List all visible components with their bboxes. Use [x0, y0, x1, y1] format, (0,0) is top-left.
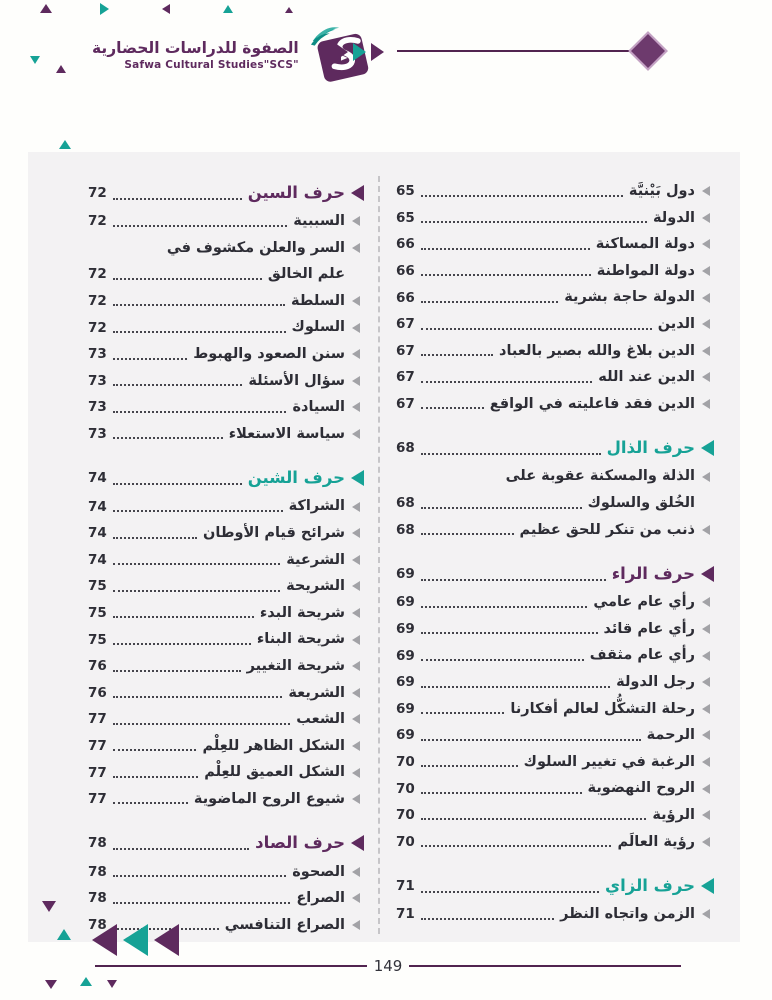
entry-marker-icon — [702, 651, 710, 661]
footer-rule — [95, 965, 367, 967]
toc-leader-dots — [113, 331, 286, 333]
toc-entry-page: 68 — [396, 440, 415, 457]
toc-entry-page: 69 — [396, 727, 415, 744]
toc-entry-page: 68 — [396, 495, 415, 512]
toc-entry-page: 65 — [396, 183, 415, 200]
section-title: حرف السين — [247, 182, 345, 202]
toc-entry-page: 75 — [88, 605, 107, 622]
toc-leader-dots — [113, 437, 223, 439]
entry-marker-icon — [702, 784, 710, 794]
toc-section-header — [88, 828, 360, 858]
toc-entry-page: 70 — [396, 833, 415, 850]
toc-entry-page: 74 — [88, 470, 107, 487]
toc-entry — [88, 653, 360, 680]
toc-entry — [396, 749, 710, 776]
toc-entry — [88, 573, 360, 600]
toc-entry-page: 66 — [396, 263, 415, 280]
toc-entry-title: الروح النهضوية — [587, 780, 695, 797]
toc-entry-title: شريحة التغيير — [246, 657, 345, 674]
entry-marker-icon — [702, 704, 710, 714]
entry-marker-icon — [702, 597, 710, 607]
toc-entry-page: 72 — [88, 293, 107, 310]
entry-marker-icon — [352, 296, 360, 306]
toc-entry-title: دول بَيْنيَّة — [628, 183, 695, 200]
toc-leader-dots — [421, 195, 623, 197]
toc-entry-page: 74 — [88, 525, 107, 542]
entry-marker-icon — [352, 528, 360, 538]
toc-entry — [396, 205, 710, 232]
toc-entry-page: 67 — [396, 342, 415, 359]
toc-entry-page: 71 — [396, 878, 415, 895]
toc-entry-page: 70 — [396, 780, 415, 797]
toc-leader-dots — [421, 381, 592, 383]
entry-marker-icon — [702, 810, 710, 820]
toc-entry-page: 68 — [396, 521, 415, 538]
header-rule — [397, 50, 629, 52]
toc-leader-dots — [421, 354, 493, 356]
toc-entry-page: 72 — [88, 266, 107, 283]
toc-leader-dots — [113, 304, 285, 306]
toc-entry-title: الصحوة — [292, 863, 345, 880]
decor-triangle-up-icon — [285, 7, 293, 13]
toc-entry-title: الشعب — [296, 711, 345, 728]
entry-marker-icon — [352, 502, 360, 512]
section-marker-icon — [701, 566, 714, 582]
toc-entry-page: 78 — [88, 835, 107, 852]
toc-entry — [88, 493, 360, 520]
toc-entry-title: الدين فقد فاعليته في الواقع — [489, 395, 695, 412]
toc-entry-page: 73 — [88, 346, 107, 363]
decor-triangle-down-icon — [30, 56, 40, 64]
toc-leader-dots — [113, 537, 197, 539]
entry-marker-icon — [702, 730, 710, 740]
toc-entry-title: شرائح قيام الأوطان — [203, 524, 345, 541]
toc-entry-title: السببية — [293, 213, 345, 230]
entry-marker-icon — [702, 909, 710, 919]
entry-marker-icon — [702, 472, 710, 482]
decor-triangle-up-icon — [57, 929, 71, 940]
toc-entry — [396, 722, 710, 749]
toc-entry-title: الصراع التنافسي — [224, 916, 345, 933]
decor-triangle-up-icon — [80, 977, 92, 986]
toc-entry — [88, 733, 360, 760]
toc-entry-title: الرغبة في تغيير السلوك — [523, 753, 695, 770]
toc-entry — [88, 394, 360, 421]
toc-leader-dots — [113, 848, 249, 850]
toc-leader-dots — [113, 696, 283, 698]
toc-entry — [396, 258, 710, 285]
toc-leader-dots — [421, 686, 610, 688]
toc-entry — [88, 626, 360, 653]
entry-marker-icon — [702, 346, 710, 356]
entry-marker-icon — [702, 266, 710, 276]
toc-entry — [88, 680, 360, 707]
toc-entry-page: 69 — [396, 566, 415, 583]
toc-entry-title: رؤية العالَم — [617, 833, 695, 850]
toc-entry-title: الدين بلاغ والله بصير بالعباد — [499, 342, 695, 359]
entry-marker-icon — [352, 243, 360, 253]
toc-entry-title: السلطة — [290, 292, 345, 309]
toc-column-left — [88, 178, 360, 938]
toc-entry — [396, 696, 710, 723]
entry-marker-icon — [352, 608, 360, 618]
toc-entry-title: الشريعة — [288, 684, 345, 701]
toc-entry — [396, 589, 710, 616]
entry-marker-icon — [702, 372, 710, 382]
toc-entry-page: 67 — [396, 396, 415, 413]
toc-entry — [396, 364, 710, 391]
toc-entry-page: 77 — [88, 791, 107, 808]
toc-entry — [396, 490, 710, 517]
entry-marker-icon — [702, 757, 710, 767]
entry-marker-icon — [702, 677, 710, 687]
entry-marker-icon — [702, 293, 710, 303]
toc-entry-title: شريحة البناء — [256, 631, 345, 648]
toc-entry-page: 77 — [88, 737, 107, 754]
entry-marker-icon — [352, 920, 360, 930]
toc-leader-dots — [421, 765, 518, 767]
toc-entry — [396, 284, 710, 311]
toc-entry — [396, 802, 710, 829]
toc-entry — [396, 669, 710, 696]
toc-entry-page: 78 — [88, 890, 107, 907]
toc-entry-title: الخُلق والسلوك — [587, 494, 695, 511]
decor-triangle-left-icon — [162, 4, 170, 14]
toc-entry-title: رأي عام مثقف — [589, 647, 695, 664]
toc-entry-page: 69 — [396, 674, 415, 691]
toc-entry — [88, 208, 360, 235]
toc-entry-title: علم الخالق — [267, 266, 345, 283]
toc-entry-title: سؤال الأسئلة — [248, 372, 345, 389]
logo-subtitle: Safwa Cultural Studies"SCS" — [124, 58, 299, 71]
entry-marker-icon — [702, 624, 710, 634]
entry-marker-icon — [702, 399, 710, 409]
toc-leader-dots — [113, 590, 280, 592]
decor-triangle-right-icon — [100, 3, 109, 15]
decor-triangle-up-icon — [223, 5, 233, 13]
toc-entry — [396, 338, 710, 365]
toc-entry-page: 75 — [88, 631, 107, 648]
entry-marker-icon — [352, 216, 360, 226]
toc-leader-dots — [113, 616, 254, 618]
toc-entry — [396, 901, 710, 928]
page-footer — [95, 957, 681, 975]
toc-entry-page: 72 — [88, 185, 107, 201]
toc-entry-page: 74 — [88, 551, 107, 568]
toc-entry-title: الرحمة — [646, 727, 695, 744]
toc-entry — [88, 341, 360, 368]
toc-leader-dots — [421, 579, 606, 581]
toc-leader-dots — [421, 918, 554, 920]
toc-entry-page: 78 — [88, 863, 107, 880]
entry-marker-icon — [352, 768, 360, 778]
toc-entry — [396, 828, 710, 855]
entry-marker-icon — [352, 741, 360, 751]
toc-leader-dots — [421, 739, 641, 741]
toc-entry-title: السلوك — [291, 319, 345, 336]
toc-entry-title: سنن الصعود والهبوط — [193, 346, 345, 363]
section-marker-icon — [701, 878, 714, 894]
decor-arrow-left-icon — [154, 924, 179, 956]
decor-triangle-down-icon — [107, 980, 117, 988]
toc-entry-page: 73 — [88, 426, 107, 443]
section-title: حرف الشين — [247, 468, 345, 488]
section-marker-icon — [351, 185, 364, 201]
footer-rule — [409, 965, 681, 967]
toc-entry-title: دولة المساكنة — [595, 236, 695, 253]
toc-entry-title: السر والعلن مكشوف في — [166, 239, 345, 256]
toc-entry — [396, 642, 710, 669]
entry-marker-icon — [352, 376, 360, 386]
toc-entry — [88, 421, 360, 448]
toc-entry — [396, 178, 710, 205]
toc-leader-dots — [113, 749, 197, 751]
toc-leader-dots — [421, 221, 647, 223]
decor-triangle-down-icon — [42, 901, 56, 912]
decor-triangle-up-icon — [40, 4, 52, 13]
entry-marker-icon — [352, 714, 360, 724]
entry-marker-icon — [352, 581, 360, 591]
section-marker-icon — [351, 835, 364, 851]
toc-entry-page: 69 — [396, 700, 415, 717]
toc-leader-dots — [113, 510, 283, 512]
toc-leader-dots — [421, 632, 598, 634]
toc-leader-dots — [113, 802, 188, 804]
toc-entry-title: الرؤية — [652, 806, 695, 823]
toc-entry — [396, 231, 710, 258]
toc-section-header — [396, 559, 710, 589]
section-title: حرف الصاد — [255, 833, 345, 853]
toc-entry-title: الذلة والمسكنة عقوبة على — [505, 468, 695, 485]
toc-entry-page: 78 — [88, 916, 107, 933]
toc-entry-title: الدولة — [652, 209, 695, 226]
toc-entry-page: 72 — [88, 213, 107, 230]
toc-entry-page: 66 — [396, 289, 415, 306]
toc-leader-dots — [421, 328, 652, 330]
toc-entry — [88, 858, 360, 885]
toc-entry-title: الصراع — [296, 890, 345, 907]
toc-entry-page: 75 — [88, 578, 107, 595]
toc-entry-page: 65 — [396, 209, 415, 226]
decor-arrow-left-icon — [92, 924, 117, 956]
toc-entry-title: رجل الدولة — [616, 673, 695, 690]
toc-entry-title: رأي عام عامي — [593, 594, 695, 611]
toc-leader-dots — [113, 278, 262, 280]
toc-entry-title: شريحة البدء — [259, 604, 345, 621]
toc-entry — [88, 759, 360, 786]
toc-entry-page: 76 — [88, 684, 107, 701]
toc-leader-dots — [421, 818, 647, 820]
toc-entry — [88, 235, 360, 262]
toc-leader-dots — [113, 670, 241, 672]
toc-leader-dots — [113, 198, 242, 200]
toc-leader-dots — [113, 411, 287, 413]
toc-entry-page: 69 — [396, 594, 415, 611]
toc-entry — [88, 600, 360, 627]
toc-leader-dots — [421, 845, 612, 847]
entry-marker-icon — [702, 213, 710, 223]
toc-entry-title: سياسة الاستعلاء — [228, 425, 345, 442]
toc-entry-page: 69 — [396, 621, 415, 638]
section-title: حرف الذال — [606, 438, 695, 458]
toc-entry — [396, 311, 710, 338]
entry-marker-icon — [352, 429, 360, 439]
toc-entry — [396, 616, 710, 643]
toc-leader-dots — [113, 902, 291, 904]
decor-triangle-up-icon — [56, 65, 66, 73]
toc-leader-dots — [421, 891, 599, 893]
toc-entry — [88, 368, 360, 395]
toc-leader-dots — [421, 407, 484, 409]
entry-marker-icon — [702, 525, 710, 535]
entry-marker-icon — [702, 186, 710, 196]
section-title: حرف الزاي — [605, 875, 695, 895]
toc-entry-title: الشراكة — [288, 498, 345, 515]
toc-leader-dots — [421, 659, 584, 661]
entry-marker-icon — [352, 661, 360, 671]
entry-marker-icon — [352, 349, 360, 359]
toc-entry — [396, 391, 710, 418]
toc-section-header — [88, 178, 360, 208]
entry-marker-icon — [352, 794, 360, 804]
entry-marker-icon — [352, 555, 360, 565]
toc-entry — [88, 314, 360, 341]
entry-marker-icon — [352, 635, 360, 645]
toc-entry-page: 77 — [88, 764, 107, 781]
entry-marker-icon — [352, 402, 360, 412]
toc-entry-page: 77 — [88, 711, 107, 728]
toc-leader-dots — [113, 483, 242, 485]
entry-marker-icon — [352, 688, 360, 698]
toc-entry-title: الشكل الظاهر للعِلْم — [202, 737, 345, 754]
toc-leader-dots — [113, 563, 280, 565]
entry-marker-icon — [702, 319, 710, 329]
toc-entry-page: 66 — [396, 236, 415, 253]
toc-entry-title: الدين عند الله — [598, 369, 695, 386]
toc-leader-dots — [421, 248, 590, 250]
toc-entry-page: 69 — [396, 647, 415, 664]
toc-leader-dots — [113, 723, 290, 725]
toc-entry-title: ذنب من تنكر للحق عظيم — [519, 521, 695, 538]
toc-leader-dots — [421, 792, 582, 794]
toc-leader-dots — [421, 712, 505, 714]
toc-section-header — [88, 463, 360, 493]
toc-entry-title: رحلة التشكُّل لعالم أفكارنا — [510, 700, 695, 717]
toc-column-right — [396, 178, 710, 928]
toc-entry-page: 71 — [396, 906, 415, 923]
toc-entry — [396, 463, 710, 490]
toc-leader-dots — [113, 225, 287, 227]
toc-leader-dots — [421, 507, 582, 509]
page-number: 149 — [373, 957, 403, 975]
toc-entry-title: الشرعية — [286, 551, 345, 568]
toc-entry-title: الشكل العميق للعِلْم — [204, 764, 345, 781]
toc-entry-page: 72 — [88, 319, 107, 336]
entry-marker-icon — [702, 239, 710, 249]
toc-entry-page: 73 — [88, 399, 107, 416]
toc-leader-dots — [421, 533, 514, 535]
decor-arrow-left-icon — [123, 924, 148, 956]
toc-entry-page: 70 — [396, 753, 415, 770]
toc-leader-dots — [113, 643, 251, 645]
entry-marker-icon — [352, 893, 360, 903]
toc-entry — [88, 288, 360, 315]
toc-entry-page: 67 — [396, 369, 415, 386]
toc-entry-title: الشريحة — [286, 578, 345, 595]
toc-entry-title: دولة المواطنة — [596, 262, 695, 279]
toc-entry-title: الدولة حاجة بشرية — [564, 289, 695, 306]
toc-entry-title: رأي عام قائد — [603, 620, 695, 637]
toc-entry-page: 67 — [396, 316, 415, 333]
toc-entry-page: 74 — [88, 498, 107, 515]
decor-triangle-down-icon — [45, 980, 57, 989]
toc-entry-title: السيادة — [292, 399, 345, 416]
toc-leader-dots — [113, 358, 187, 360]
toc-section-header — [396, 433, 710, 463]
toc-entry-page: 76 — [88, 658, 107, 675]
toc-leader-dots — [113, 875, 286, 877]
toc-leader-dots — [113, 776, 198, 778]
toc-entry — [396, 517, 710, 544]
section-title: حرف الراء — [611, 563, 695, 583]
toc-entry — [88, 786, 360, 813]
toc-leader-dots — [421, 301, 558, 303]
toc-section-header — [396, 871, 710, 901]
entry-marker-icon — [702, 837, 710, 847]
toc-leader-dots — [421, 453, 601, 455]
toc-entry — [88, 706, 360, 733]
toc-leader-dots — [421, 274, 591, 276]
header-arrows-icon — [335, 43, 384, 61]
entry-marker-icon — [352, 867, 360, 877]
section-marker-icon — [351, 470, 364, 486]
logo-title: الصفوة للدراسات الحضارية — [92, 39, 299, 58]
toc-entry-page: 73 — [88, 372, 107, 389]
column-divider — [378, 176, 380, 934]
toc-entry-title: الزمن واتجاه النظر — [560, 906, 695, 923]
toc-entry — [88, 520, 360, 547]
toc-entry — [88, 547, 360, 574]
toc-entry-page: 70 — [396, 807, 415, 824]
toc-entry — [88, 261, 360, 288]
toc-entry-title: الدين — [657, 316, 695, 333]
decor-triangle-up-icon — [59, 140, 71, 149]
section-marker-icon — [701, 440, 714, 456]
toc-entry — [88, 885, 360, 912]
toc-leader-dots — [421, 606, 588, 608]
header-diamond-icon — [628, 31, 668, 71]
entry-marker-icon — [352, 323, 360, 333]
toc-leader-dots — [113, 384, 243, 386]
toc-entry-title: شيوع الروح الماضوية — [193, 790, 345, 807]
toc-entry — [396, 775, 710, 802]
